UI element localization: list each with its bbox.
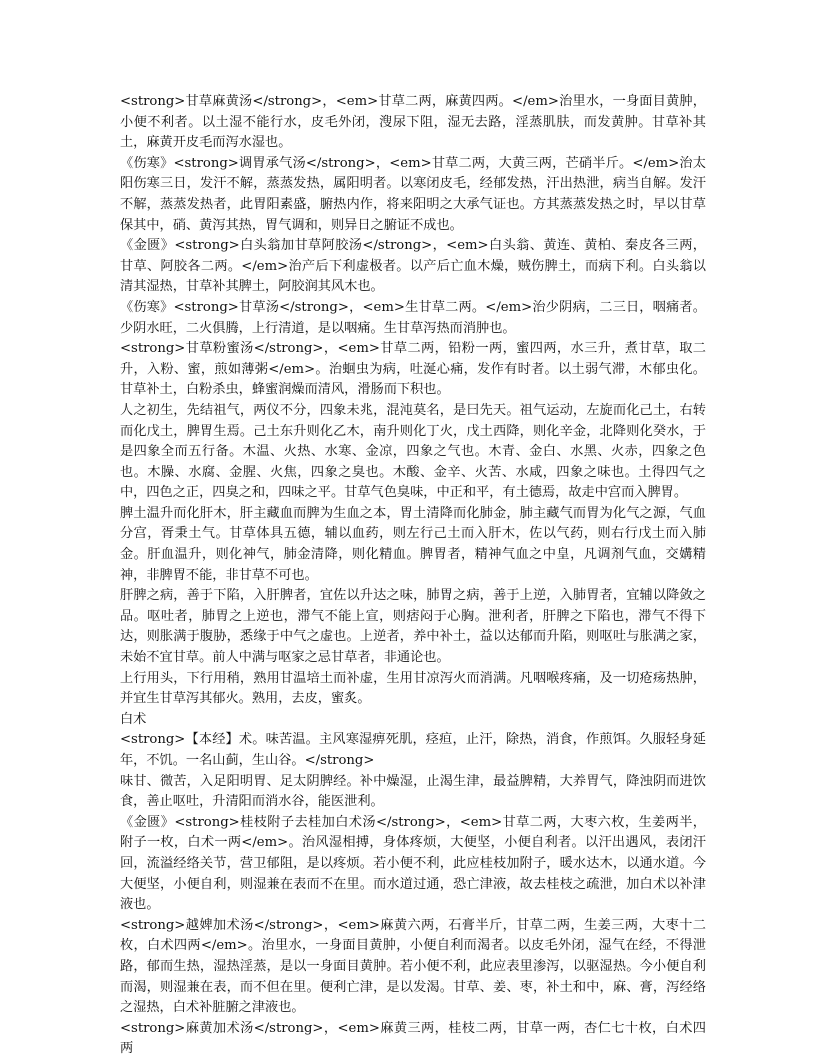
paragraph-benjing: <strong>【本经】术。味苦温。主风寒湿痹死肌，痉疸，止汗，除热，消食，作煎饵。久服轻身延年，不饥。一名山蓟，生山谷。</strong> — [120, 732, 706, 768]
paragraph-gancao-tang: 《伤寒》<strong>甘草汤</strong>，<em>生甘草二两。</em>治少阴病，二三日，咽痛者。少阴水旺，二火俱腾，上行清道，是以咽痛。生甘草泻热而消肿也。 — [120, 299, 706, 336]
paragraph-baitouweng-tang: 《金匮》<strong>白头翁加甘草阿胶汤</strong>，<em>白头翁、黄连、黄柏、秦皮各三两，甘草、阿胶各二两。</em>治产后下利虚极者。以产后亡血木燥，贼伤脾土，而病下利。白头翁以清其湿热，甘草补其脾土，阿胶润其风木也。 — [120, 238, 706, 295]
paragraph-guizhi-fuzi-tang: 《金匮》<strong>桂枝附子去桂加白术汤</strong>，<em>甘草二两，大枣六枚，生姜两半，附子一枚，白术一两</em>。治风湿相搏，身体疼烦，大便坚，小便自利者。以汗出遇风，表闭汗回，流溢经络关节，营卫郁阻，是以疼烦。若小便不利，此应桂枝加附子，暖水达木，以通水道。今大便坚，小便自利，则湿兼在表而不在里。而水道过通，恐亡津液，故去桂枝之疏泄，加白术以补津液也。 — [120, 814, 706, 913]
paragraph-gancao-fenmi-tang: <strong>甘草粉蜜汤</strong>，<em>甘草二两，铅粉一两，蜜四两，水三升，煮甘草，取二升，入粉、蜜，煎如薄粥</em>。治蛔虫为病，吐涎心痛，发作有时者。以土弱气滞，木郁虫化。甘草补土，白粉杀虫，蜂蜜润燥而清风，滑肠而下积也。 — [120, 341, 706, 398]
paragraph-baizhu-properties: 味甘、微苦，入足阳明胃、足太阴脾经。补中燥湿，止渴生津，最益脾精，大养胃气，降浊阴而进饮食，善止呕吐，升清阳而消水谷，能医泄利。 — [120, 773, 706, 810]
paragraph-tiaowei-chengqi-tang: 《伤寒》<strong>调胃承气汤</strong>，<em>甘草二两，大黄三两，芒硝半斤。</em>治太阳伤寒三日，发汗不解，蒸蒸发热，属阳明者。以寒闭皮毛，经郁发热，汗出热泄，病当自解。发汗不解，蒸蒸发热者，此胃阳素盛，腑热内作，将来阳明之大承气证也。方其蒸蒸发热之时，早以甘草保其中，硝、黄泻其热，胃气调和，则异日之腑证不成也。 — [120, 155, 706, 233]
paragraph-gancao-mahuang-tang: <strong>甘草麻黄汤</strong>，<em>甘草二两，麻黄四两。</em>治里水，一身面目黄肿，小便不利者。以土湿不能行水，皮毛外闭，溲尿下阻，湿无去路，淫蒸肌肤，而发黄肿。甘草补其土，麻黄开皮毛而泻水湿也。 — [120, 94, 706, 151]
paragraph-theory-xiantian: 人之初生，先结祖气，两仪不分，四象未兆，混沌莫名，是曰先天。祖气运动，左旋而化己土，右转而化戊土，脾胃生焉。己土东升则化乙木，南升则化丁火，戊土西降，则化辛金，北降则化癸水，于是四象全而五行备。木温、火热、水寒、金凉，四象之气也。木青、金白、水黑、火赤，四象之色也。木臊、水腐、金腥、火焦，四象之臭也。木酸、金辛、火苦、水咸，四象之味也。土得四气之中，四色之正，四臭之和，四味之平。甘草气色臭味，中正和平，有土德焉，故走中宫而入脾胃。 — [120, 402, 706, 501]
paragraph-mahuang-jiazhu-tang: <strong>麻黄加术汤</strong>，<em>麻黄三两，桂枝二两，甘草一两，杏仁七十枚，白术四两 — [120, 1020, 706, 1057]
section-heading-baizhu: 白术 — [120, 711, 147, 727]
paragraph-usage-note: 上行用头，下行用稍，熟用甘温培土而补虚，生用甘凉泻火而消满。凡咽喉疼痛，及一切疮疡热肿，并宜生甘草泻其郁火。熟用，去皮，蜜炙。 — [120, 670, 706, 707]
paragraph-yuebi-jiazhu-tang: <strong>越婢加术汤</strong>，<em>麻黄六两，石膏半斤，甘草二两，生姜三两，大枣十二枚，白术四两</em>。治里水，一身面目黄肿，小便自利而渴者。以皮毛外闭，湿气在经，不得泄路，郁而生热，湿热淫蒸，是以一身面目黄肿。若小便不利，此应表里渗泻，以驱湿热。今小便自利而渴，则湿兼在表，而不但在里。便利亡津，是以发渴。甘草、姜、枣，补土和中，麻、膏，泻经络之湿热，白术补脏腑之津液也。 — [120, 917, 706, 1016]
paragraph-theory-pitu: 脾土温升而化肝木，肝主藏血而脾为生血之本，胃土清降而化肺金，肺主藏气而胃为化气之源，气血分宫，胥秉土气。甘草体具五德，辅以血药，则左行己土而入肝木，佐以气药，则右行戊土而入肺金。肝血温升，则化神气，肺金清降，则化精血。脾胃者，精神气血之中皇，凡调剂气血，交媾精神，非脾胃不能，非甘草不可也。 — [120, 505, 706, 583]
paragraph-theory-ganpi: 肝脾之病，善于下陷，入肝脾者，宜佐以升达之味，肺胃之病，善于上逆，入肺胃者，宜辅以降敛之品。呕吐者，肺胃之上逆也，滞气不能上宣，则痞闷于心胸。泄利者，肝脾之下陷也，滞气不得下达，则胀满于腹胁，悉缘于中气之虚也。上逆者，养中补土，益以达郁而升陷，则呕吐与胀满之家，未始不宜甘草。前人中满与呕家之忌甘草者，非通论也。 — [120, 588, 706, 666]
